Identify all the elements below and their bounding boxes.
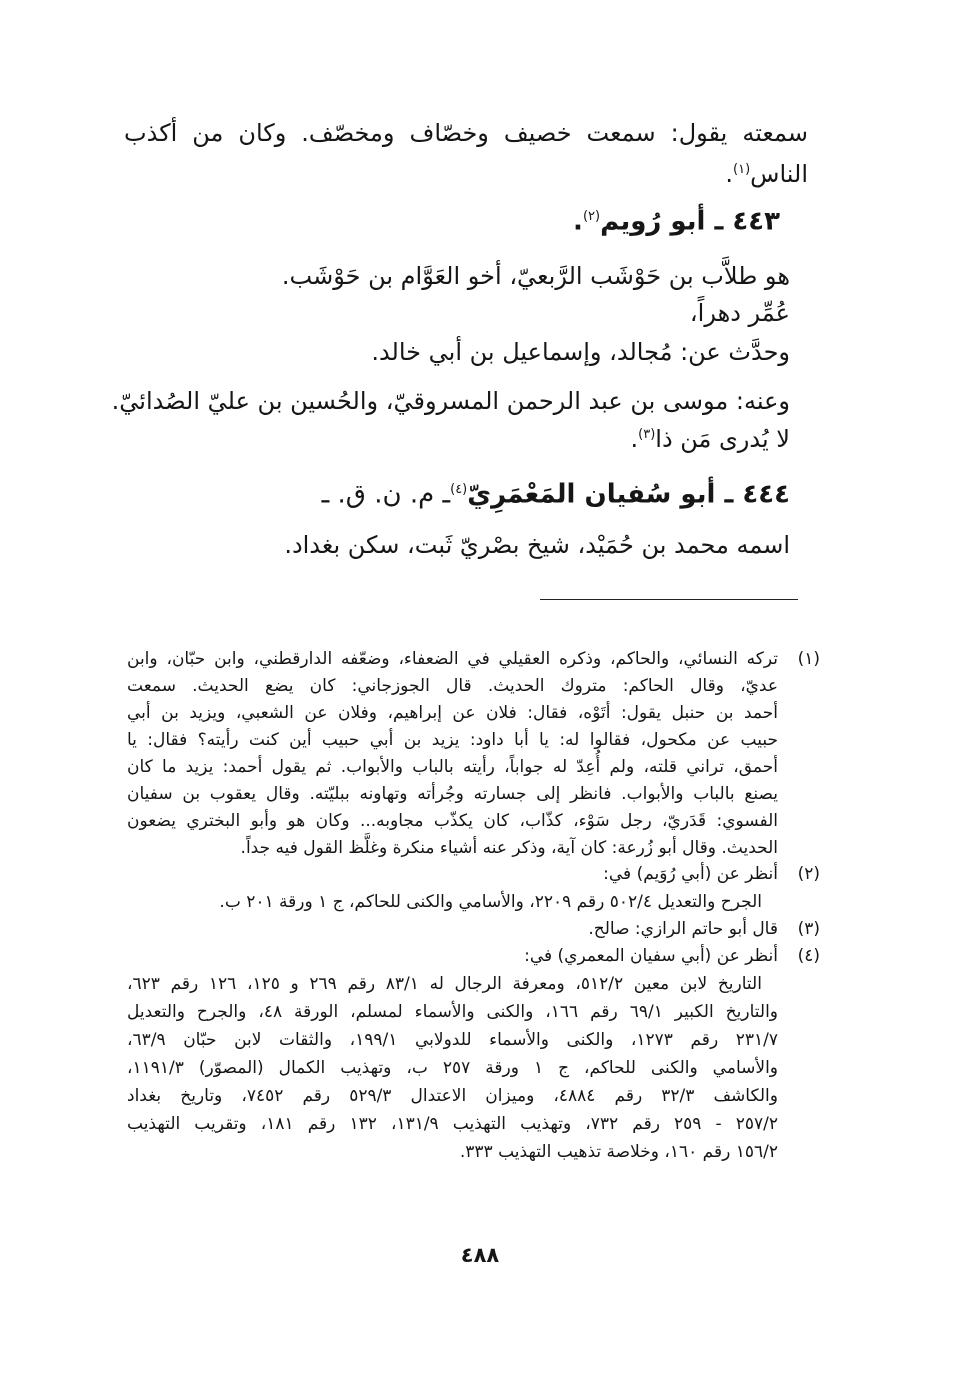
footnote-ref-4: (٤) (450, 482, 468, 497)
entry443-line-4 (112, 386, 790, 416)
footnote-4-line-3: والتاريخ الكبير ٦٩/١ رقم ١٦٦، والكنى والأسماء لمسلم، الورقة ٤٨، والجرح والتعديل (127, 1002, 778, 1022)
footnote-4-line-4: ٢٣١/٧ رقم ١٢٧٣، والكنى والأسماء للدولابي ١٩٩/١، والثقات لابن حبّان ٦٣/٩، (127, 1030, 778, 1050)
entry443-heading-end: . (573, 206, 583, 237)
footnote-3-number: (٣) (797, 919, 820, 939)
footnote-2-number: (٢) (797, 864, 820, 884)
entry443-line-2-text: عُمِّر دهراً، (689, 299, 790, 327)
footnote-4-line-6: والكاشف ٣٢/٣ رقم ٤٨٨٤، وميزان الاعتدال ٥٢٩/٣ رقم ٧٤٥٢، وتاريخ بغداد (127, 1086, 778, 1106)
entry444-heading (322, 475, 790, 510)
footnote-1-number: (١) (797, 649, 820, 669)
footnote-2-line-1: أنظر عن (أبي رُوَيم) في: (603, 864, 778, 884)
entry442-line-1 (124, 118, 808, 148)
entry444-line-1-text: اسمه محمد بن حُمَيْد، شيخ بصْريّ ثَبت، سكن بغداد. (284, 531, 790, 559)
entry443-line-4-text: وعنه: موسى بن عبد الرحمن المسروقيّ، والحُسين بن عليّ الصُدائيّ. (111, 387, 790, 415)
footnote-ref-1: (١) (733, 162, 751, 177)
footnote-4-line-1: أنظر عن (أبي سفيان المعمري) في: (524, 946, 778, 966)
footnote-1-line-6: يصنع بالباب والأبواب. فانظر إلى جسارته وجُرأته وتهاونه ببليّته. وقال يعقوب بن سفيان (127, 784, 778, 804)
entry443-line-2 (690, 298, 790, 328)
entry443-heading-text: ٤٤٣ ـ أبو رُويم (600, 206, 780, 237)
footnote-1-line-7: الفسوي: قَدَريّ، رجل سَوْء، كذّاب، كان يكذّب مجاوبه... وكان هو وأبو البختري يضعون (127, 811, 778, 831)
entry443-line-3 (371, 337, 790, 367)
page-number: ٤٨٨ (460, 1243, 500, 1267)
footnote-4-number: (٤) (797, 946, 820, 966)
entry443-line-1 (282, 261, 790, 291)
entry444-sigla: ـ م. ن. ق. ـ (321, 479, 451, 510)
footnote-1-line-3: أحمد بن حنبل يقول: أتَوْه، فقال: فلان عن إبراهيم، وفلان عن الشعبي، ويزيد بن أبي (127, 703, 778, 723)
footnote-1-line-8: الحديث. وقال أبو زُرعة: كان آية، وذكر عنه أشياء منكرة وغلَّظ القول فيه جداً. (240, 838, 778, 858)
footnote-1-line-4: حبيب عن مكحول، فقالوا له: يا أبا داود: يزيد بن أبي حبيب أين كنت رأيته؟ فقال: يا (127, 730, 778, 750)
footnote-1-line-2: عديّ، وقال الحاكم: متروك الحديث. قال الجوزجاني: كان يضع الحديث. سمعت (127, 676, 778, 696)
footnote-separator (540, 599, 798, 600)
entry443-line-5-text: لا يُدرى مَن ذا (655, 425, 790, 453)
footnote-4-line-2: التاريخ لابن معين ٥١٢/٢، ومعرفة الرجال له ٨٣/١ رقم ٢٦٩ و ١٢٥، ١٢٦ رقم ٦٢٣، (127, 974, 762, 994)
entry444-line-1 (284, 530, 790, 560)
footnote-1-line-5: أحمق، تراني قلته، ولم أُعِدّ له جواباً، رأيته بالباب والأبواب. ثم يقول أحمد: يزيد ما كان (127, 757, 778, 777)
footnote-1-line-1: تركه النسائي، والحاكم، وذكره العقيلي في الضعفاء، وضعّفه الدارقطني، وابن حبّان، وابن (127, 649, 778, 669)
footnote-2-line-2: الجرح والتعديل ٥٠٢/٤ رقم ٢٢٠٩، والأسامي والكنى للحاكم، ج ١ ورقة ٢٠١ ب. (219, 892, 762, 912)
entry442-line-2-end: . (725, 160, 734, 188)
entry443-heading (573, 202, 780, 237)
entry443-line-3-text: وحدَّث عن: مُجالد، وإسماعيل بن أبي خالد. (371, 338, 790, 366)
footnote-4-line-5: والأسامي والكنى للحاكم، ج ١ ورقة ٢٥٧ ب، وتهذيب الكمال (المصوّر) ١١٩١/٣، (127, 1058, 779, 1078)
entry442-line-2-text: الناس (750, 160, 808, 188)
entry443-line-1-text: هو طلاَّب بن حَوْشَب الرَّبعيّ، أخو العَوَّام بن حَوْشَب. (281, 262, 790, 290)
footnote-ref-2: (٢) (582, 209, 601, 224)
entry443-line-5 (631, 420, 791, 454)
entry442-line-1-text: سمعته يقول: سمعت خصيف وخصّاف ومخصّف. وكان من أكذب (124, 119, 808, 147)
entry443-line-5-end: . (630, 425, 639, 453)
footnote-4-line-8: ١٥٦/٢ رقم ١٦٠، وخلاصة تذهيب التهذيب ٣٣٣. (459, 1142, 778, 1162)
entry444-heading-text: ٤٤٤ ـ أبو سُفيان المَعْمَرِيّ (467, 479, 790, 510)
footnote-ref-3: (٣) (638, 427, 656, 442)
entry442-line-2 (725, 155, 808, 189)
footnote-3-line-1: قال أبو حاتم الرازي: صالح. (588, 919, 778, 939)
footnote-4-line-7: ٢٥٧/٢ - ٢٥٩ رقم ٧٣٢، وتهذيب التهذيب ١٣١/٩، ١٣٢ رقم ١٨١، وتقريب التهذيب (127, 1114, 778, 1134)
